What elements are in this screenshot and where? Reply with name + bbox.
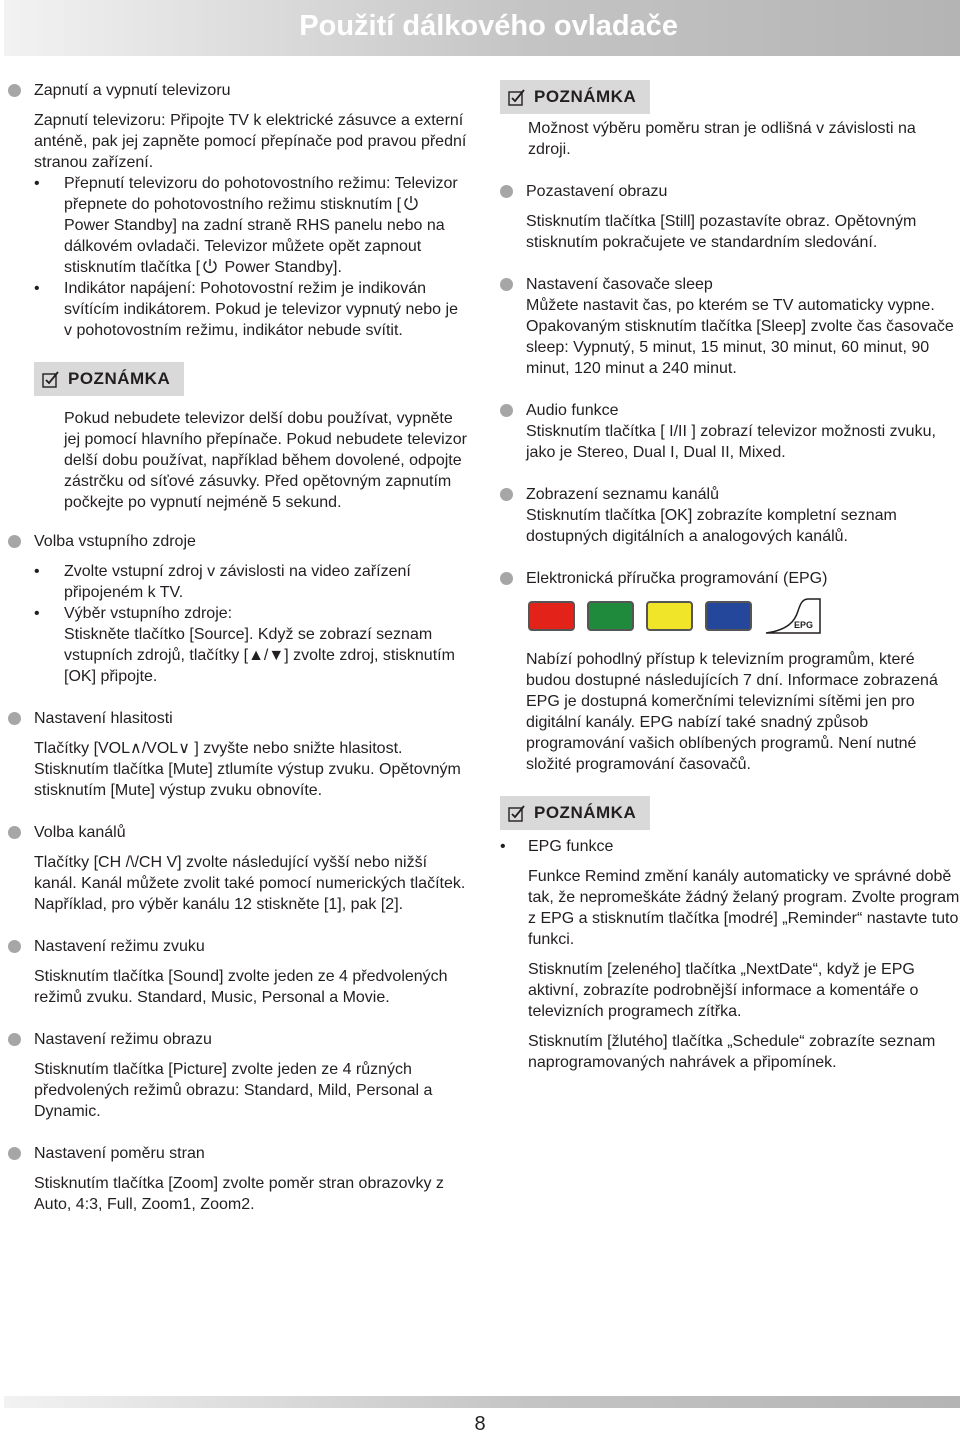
section-power — [8, 80, 470, 341]
section-title: Nastavení časovače sleep — [526, 276, 713, 293]
section-title: Nastavení režimu zvuku — [34, 938, 205, 955]
checkbox-icon — [508, 88, 526, 106]
section-title: Volba kanálů — [34, 824, 126, 841]
power-icon — [202, 258, 218, 274]
bullet-list — [500, 836, 960, 857]
bullet-dot-icon — [8, 1033, 21, 1046]
footer-bar — [4, 1396, 960, 1408]
section-text: Stisknutím tlačítka [Sound] zvolte jeden ze 4 předvolených režimů zvuku. Standard, Music, Personal a Movie. — [34, 968, 448, 1006]
bullet-dot-icon — [8, 826, 21, 839]
page-title: Použití dálkového ovladače — [299, 10, 678, 42]
section-audio — [500, 400, 960, 463]
section-channel-list — [500, 484, 960, 547]
note-epg — [500, 796, 960, 1073]
section-title: Zobrazení seznamu kanálů — [526, 486, 719, 503]
note-text: Funkce Remind změní kanály automaticky ve správné době tak, že nepromeškáte žádný želaný program. Zvolte program z EPG a stisknutím tlačítka [modré] „Reminder“ nastavte tuto funkci. — [528, 868, 960, 948]
bullet-dot-icon — [500, 185, 513, 198]
section-picture-mode — [8, 1029, 470, 1122]
section-title: Elektronická příručka programování (EPG) — [526, 570, 828, 587]
section-title: Audio funkce — [526, 402, 619, 419]
section-freeze — [500, 181, 960, 253]
checkbox-icon — [42, 370, 60, 388]
bullet-list — [34, 561, 470, 687]
color-buttons — [528, 597, 960, 635]
section-text: Opakovaným stisknutím tlačítka [Sleep] zvolte čas časovače sleep: Vypnutý, 5 minut, 15 minut, 30 minut, 60 minut, 90 minut, 120 minut a 240 minut. — [526, 318, 954, 377]
note-power — [8, 362, 470, 513]
list-item: • Indikátor napájení: Pohotovostní režim je indikován svítícím indikátorem. Pokud je televizor vypnutý nebo je v pohotovostním režimu, indikátor nebude svítit. — [34, 278, 470, 341]
power-icon — [403, 195, 419, 211]
section-channel — [8, 822, 470, 915]
green-button-icon — [587, 601, 634, 631]
bullet-dot-icon — [500, 404, 513, 417]
bullet-list — [34, 173, 470, 341]
bullet-dot-icon — [8, 1147, 21, 1160]
note-text: Pokud nebudete televizor delší dobu používat, vypněte jej pomocí hlavního přepínače. Pokud nebudete televizor delší dobu používat, například během dovolené, odpojte zástrčku od síťové zásuvky. Před opětovným zapnutím počkejte po vypnutí nejméně 5 sekund. — [64, 410, 467, 511]
yellow-button-icon — [646, 601, 693, 631]
section-aspect-ratio — [8, 1143, 470, 1215]
section-title: Volba vstupního zdroje — [34, 533, 196, 550]
section-input-source — [8, 531, 470, 687]
section-title: Pozastavení obrazu — [526, 183, 668, 200]
bullet-dot-icon — [8, 712, 21, 725]
note-text: Stisknutím [žlutého] tlačítka „Schedule“ zobrazíte seznam naprogramovaných nahrávek a připomínek. — [528, 1033, 936, 1071]
bullet-dot-icon — [500, 488, 513, 501]
section-text: Stisknutím tlačítka [ I/II ] zobrazí televizor možnosti zvuku, jako je Stereo, Dual I, Dual II, Mixed. — [526, 423, 936, 461]
right-column — [500, 80, 960, 1094]
bullet-dot-icon — [8, 940, 21, 953]
left-column — [8, 80, 470, 1236]
page-number: 8 — [474, 1413, 486, 1435]
section-sound-mode — [8, 936, 470, 1008]
note-label: POZNÁMKA — [68, 369, 171, 388]
section-text: Můžete nastavit čas, po kterém se TV automaticky vypne. — [526, 297, 935, 314]
section-title: Nastavení režimu obrazu — [34, 1031, 212, 1048]
bullet-dot-icon — [500, 572, 513, 585]
section-text: Stisknutím tlačítka [Zoom] zvolte poměr stran obrazovky z Auto, 4:3, Full, Zoom1, Zoom2. — [34, 1175, 444, 1213]
section-text: Stisknutím tlačítka [Still] pozastavíte obraz. Opětovným stisknutím pokračujete ve standardním sledování. — [526, 213, 917, 251]
bullet-dot-icon — [8, 535, 21, 548]
note-aspect — [500, 80, 960, 160]
blue-button-icon — [705, 601, 752, 631]
note-label-box — [500, 796, 650, 830]
bullet-dot-icon — [8, 84, 21, 97]
list-item: • Přepnutí televizoru do pohotovostního režimu: Televizor přepnete do pohotovostního režimu stisknutím [ Power Standby] na zadní straně RHS panelu nebo na dálkovém ovladači. Televizor můžete opět zapnout stisknutím tlačítka [ Power Standby]. — [34, 173, 470, 278]
list-item: • Zvolte vstupní zdroj v závislosti na video zařízení připojeném k TV. — [34, 561, 470, 603]
section-text: Tlačítky [VOL∧/VOL∨ ] zvyšte nebo snižte hlasitost. Stisknutím tlačítka [Mute] ztlumíte výstup zvuku. Opětovným stisknutím [Mute] výstup zvuku obnovíte. — [34, 740, 461, 799]
list-item: • Výběr vstupního zdroje: Stiskněte tlačítko [Source]. Když se zobrazí seznam vstupních zdrojů, tlačítky [▲/▼] zvolte zdroj, stisknutím [OK] připojte. — [34, 603, 470, 687]
section-title: Zapnutí a vypnutí televizoru — [34, 82, 231, 99]
note-label-box — [500, 80, 650, 114]
section-title: Nastavení poměru stran — [34, 1145, 205, 1162]
section-text: Nabízí pohodlný přístup k televizním programům, které budou dostupné následujících 7 dní. Informace zobrazená EPG je dostupná komerčními televizními sítěmi jen pro digitální kanály. EPG nabízí také snadný způsob programování vašich oblíbených programů. Není nutné složité programování časovačů. — [526, 651, 938, 773]
section-text: Zapnutí televizoru: Připojte TV k elektrické zásuvce a externí anténě, pak jej zapněte pomocí přepínače pod pravou přední stranou zařízení. — [34, 112, 467, 171]
checkbox-icon — [508, 804, 526, 822]
section-text: Stisknutím tlačítka [Picture] zvolte jeden ze 4 různých předvolených režimů obrazu: Standard, Mild, Personal a Dynamic. — [34, 1061, 433, 1120]
note-text: Možnost výběru poměru stran je odlišná v závislosti na zdroji. — [528, 120, 916, 158]
red-button-icon — [528, 601, 575, 631]
section-text: Tlačítky [CH /\/CH V] zvolte následující vyšší nebo nižší kanál. Kanál můžete zvolit také pomocí numerických tlačítek. Například, pro výběr kanálu 12 stiskněte [1], pak [2]. — [34, 854, 466, 913]
page-header — [4, 0, 960, 56]
section-sleep — [500, 274, 960, 379]
note-label: POZNÁMKA — [534, 803, 637, 822]
section-text: Stisknutím tlačítka [OK] zobrazíte kompletní seznam dostupných digitálních a analogových kanálů. — [526, 507, 897, 545]
note-text: Stisknutím [zeleného] tlačítka „NextDate“, když je EPG aktivní, zobrazíte podrobnější informace a komentáře o televizních programech zítřka. — [528, 961, 919, 1020]
epg-key-icon — [764, 597, 824, 635]
section-title: Nastavení hlasitosti — [34, 710, 173, 727]
epg-key-label: EPG — [794, 620, 814, 630]
section-volume — [8, 708, 470, 801]
note-label: POZNÁMKA — [534, 87, 637, 106]
list-item: • EPG funkce — [500, 836, 960, 857]
bullet-dot-icon — [500, 278, 513, 291]
note-label-box — [34, 362, 184, 396]
section-epg — [500, 568, 960, 775]
